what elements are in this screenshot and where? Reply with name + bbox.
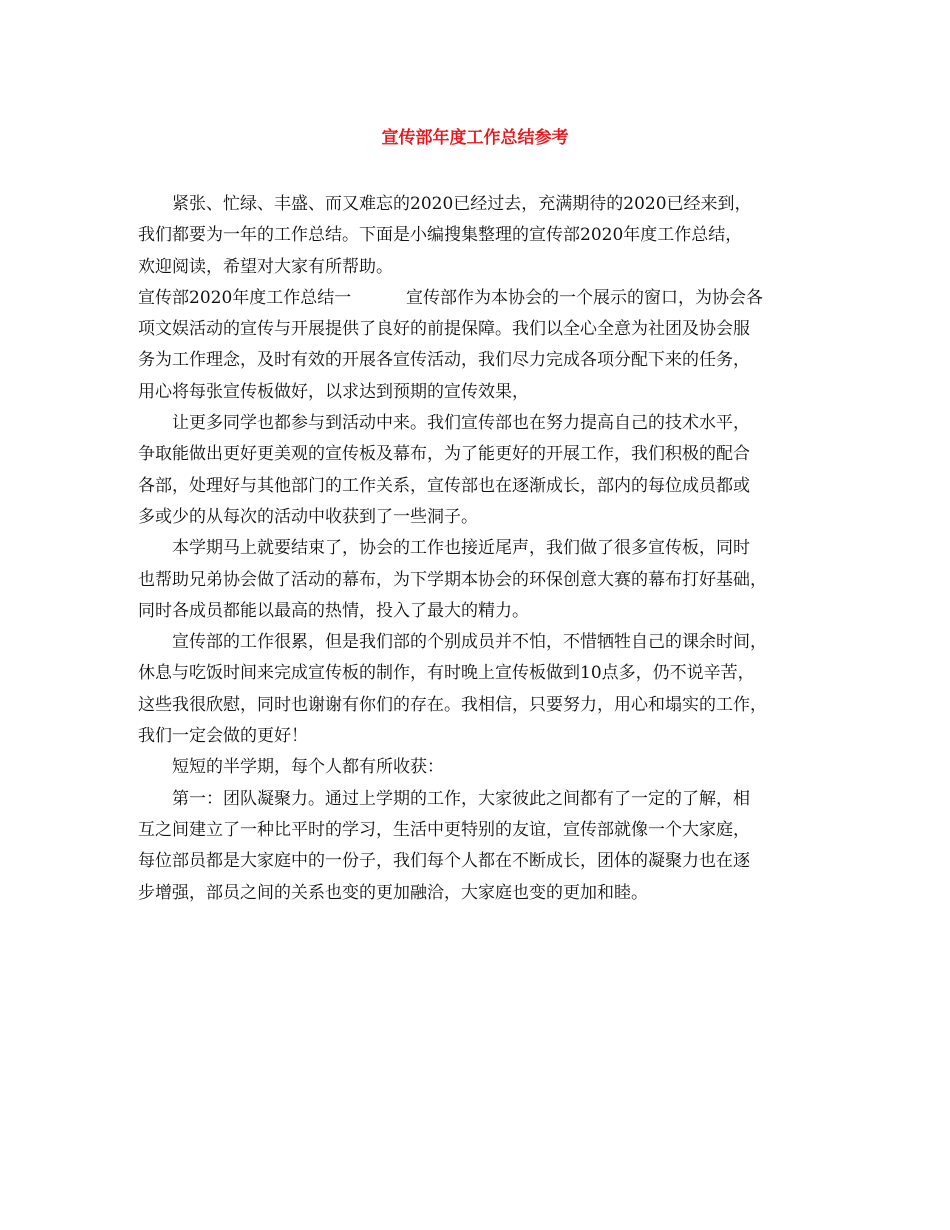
- text-line: 本学期马上就要结束了，协会的工作也接近尾声，我们做了很多宣传板，同时: [172, 538, 750, 559]
- text-line: 每位部员都是大家庭中的一份子，我们每个人都在不断成长，团体的凝聚力也在逐: [138, 851, 750, 872]
- text-line: 各部，处理好与其他部门的工作关系，宣传部也在逐渐成长，部内的每位成员都或: [138, 475, 750, 496]
- text-line: 也帮助兄弟协会做了活动的幕布，为下学期本协会的环保创意大赛的幕布打好基础，: [138, 569, 767, 590]
- text-line: 步增强，部员之间的关系也变的更加融洽，大家庭也变的更加和睦。: [138, 882, 648, 903]
- text-line: 第一：团队凝聚力。通过上学期的工作，大家彼此之间都有了一定的了解，相: [172, 788, 750, 809]
- text-line: 多或少的从每次的活动中收获到了一些洞子。: [138, 506, 478, 527]
- text-line: 宣传部的工作很累，但是我们部的个别成员并不怕，不惜牺牲自己的课余时间，: [172, 632, 767, 653]
- text-line: 这些我很欣慰，同时也谢谢有你们的存在。我相信，只要努力，用心和塌实的工作，: [138, 694, 767, 715]
- text-line: 我们一定会做的更好！: [138, 726, 308, 747]
- document-body: [138, 189, 818, 909]
- text-line: 用心将每张宣传板做好，以求达到预期的宣传效果，: [138, 381, 529, 402]
- text-line: 争取能做出更好更美观的宣传板及幕布，为了能更好的开展工作，我们积极的配合: [138, 444, 750, 465]
- text-line: 我们都要为一年的工作总结。下面是小编搜集整理的宣传部2020年度工作总结，: [138, 225, 743, 246]
- text-line: 互之间建立了一种比平时的学习，生活中更特别的友谊，宣传部就像一个大家庭，: [138, 819, 750, 840]
- section-heading: 宣传部2020年度工作总结一: [138, 287, 352, 308]
- text-line: 务为工作理念，及时有效的开展各宣传活动，我们尽力完成各项分配下来的任务，: [138, 350, 750, 371]
- text-line: 项文娱活动的宣传与开展提供了良好的前提保障。我们以全心全意为社团及协会服: [138, 319, 750, 340]
- document-title: 宣传部年度工作总结参考: [381, 128, 569, 148]
- text-line: 紧张、忙绿、丰盛、而又难忘的2020已经过去，充满期待的2020已经来到，: [172, 194, 752, 214]
- text-line: 短短的半学期，每个人都有所收获：: [172, 757, 444, 778]
- text-line: 同时各成员都能以最高的热情，投入了最大的精力。: [138, 600, 529, 621]
- text-line-combined: [138, 283, 818, 314]
- text-line: 让更多同学也都参与到活动中来。我们宣传部也在努力提高自己的技术水平，: [172, 413, 750, 434]
- text-line: 欢迎阅读，希望对大家有所帮助。: [138, 256, 393, 277]
- text-line: 宣传部作为本协会的一个展示的窗口，为协会各: [406, 287, 763, 308]
- text-line: 休息与吃饭时间来完成宣传板的制作，有时晚上宣传板做到10点多，仍不说辛苦，: [138, 663, 755, 684]
